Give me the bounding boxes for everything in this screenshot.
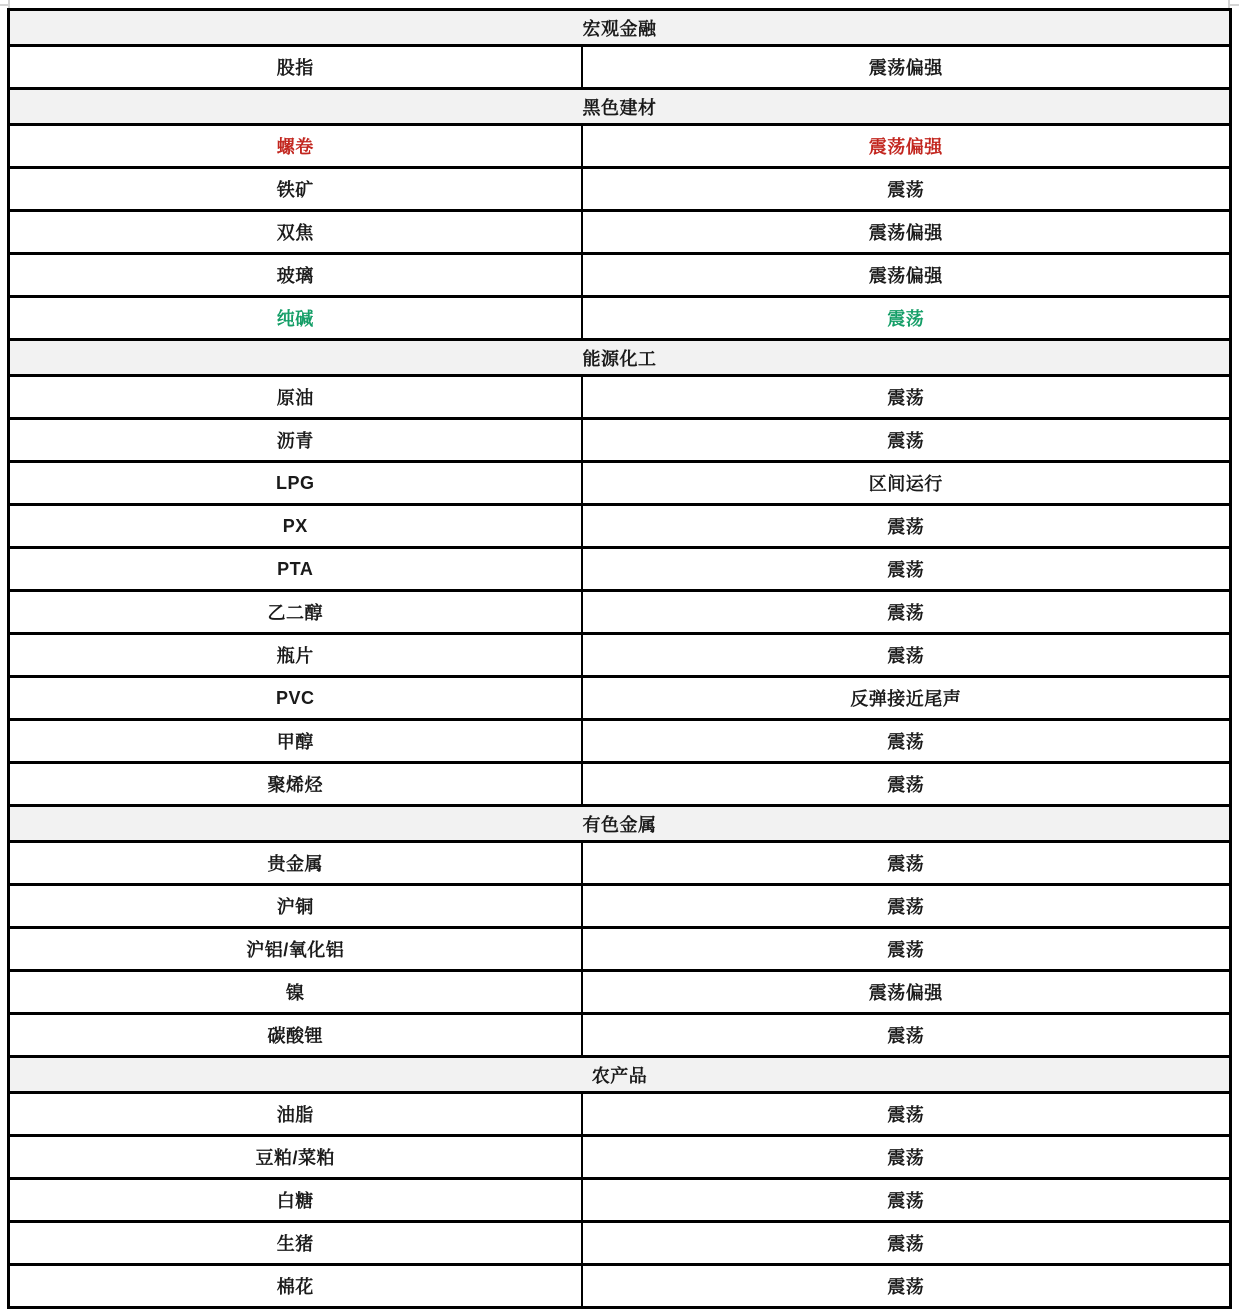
- section-header-row: [9, 10, 1231, 46]
- commodity-name: 沪铝/氧化铝: [9, 928, 582, 971]
- commodity-name: 油脂: [9, 1093, 582, 1136]
- commodity-name: 股指: [9, 46, 582, 89]
- outlook-value: 震荡: [582, 376, 1231, 419]
- commodity-name: PTA: [9, 548, 582, 591]
- table-row: [9, 928, 1231, 971]
- table-row: [9, 1222, 1231, 1265]
- section-title: 有色金属: [9, 806, 1231, 842]
- table-row: [9, 419, 1231, 462]
- outlook-value: 震荡: [582, 1222, 1231, 1265]
- crop-mark-top-right-h: [1230, 4, 1239, 6]
- commodity-name: 双焦: [9, 211, 582, 254]
- outlook-value: 震荡: [582, 1136, 1231, 1179]
- commodity-name: 甲醇: [9, 720, 582, 763]
- commodity-name: 豆粕/菜粕: [9, 1136, 582, 1179]
- outlook-value: 震荡: [582, 1179, 1231, 1222]
- outlook-value: 震荡: [582, 297, 1231, 340]
- commodity-name: 铁矿: [9, 168, 582, 211]
- outlook-value: 震荡: [582, 548, 1231, 591]
- table-row: [9, 1136, 1231, 1179]
- table-body: [9, 10, 1231, 1308]
- table-row: [9, 297, 1231, 340]
- commodity-name: PX: [9, 505, 582, 548]
- commodity-name: 原油: [9, 376, 582, 419]
- table-row: [9, 634, 1231, 677]
- commodity-name: 螺卷: [9, 125, 582, 168]
- commodity-name: 纯碱: [9, 297, 582, 340]
- table-row: [9, 763, 1231, 806]
- outlook-value: 震荡偏强: [582, 971, 1231, 1014]
- section-header-row: [9, 89, 1231, 125]
- table-row: [9, 376, 1231, 419]
- outlook-value: 震荡: [582, 928, 1231, 971]
- outlook-value: 震荡偏强: [582, 211, 1231, 254]
- outlook-value: 震荡: [582, 1265, 1231, 1308]
- outlook-value: 震荡: [582, 1093, 1231, 1136]
- table-row: [9, 254, 1231, 297]
- commodity-name: 乙二醇: [9, 591, 582, 634]
- outlook-value: 震荡: [582, 1014, 1231, 1057]
- commodity-name: 生猪: [9, 1222, 582, 1265]
- section-header-row: [9, 806, 1231, 842]
- section-title: 能源化工: [9, 340, 1231, 376]
- table-row: [9, 885, 1231, 928]
- outlook-value: 震荡: [582, 419, 1231, 462]
- commodity-name: 白糖: [9, 1179, 582, 1222]
- outlook-value: 震荡: [582, 634, 1231, 677]
- section-title: 宏观金融: [9, 10, 1231, 46]
- commodity-name: 聚烯烃: [9, 763, 582, 806]
- outlook-value: 震荡: [582, 505, 1231, 548]
- table-row: [9, 168, 1231, 211]
- table-row: [9, 125, 1231, 168]
- crop-mark-top-left-v: [8, 0, 10, 8]
- commodity-outlook-table: [7, 8, 1232, 1309]
- commodity-name: 玻璃: [9, 254, 582, 297]
- commodity-name: 沥青: [9, 419, 582, 462]
- table-row: [9, 46, 1231, 89]
- commodity-name: 碳酸锂: [9, 1014, 582, 1057]
- table-row: [9, 548, 1231, 591]
- crop-mark-top-left-h: [0, 4, 8, 6]
- table-row: [9, 971, 1231, 1014]
- outlook-value: 震荡: [582, 842, 1231, 885]
- section-header-row: [9, 340, 1231, 376]
- outlook-value: 反弹接近尾声: [582, 677, 1231, 720]
- table-row: [9, 591, 1231, 634]
- section-title: 黑色建材: [9, 89, 1231, 125]
- section-header-row: [9, 1057, 1231, 1093]
- commodity-name: PVC: [9, 677, 582, 720]
- table-row: [9, 720, 1231, 763]
- table-row: [9, 1093, 1231, 1136]
- commodity-name: LPG: [9, 462, 582, 505]
- outlook-value: 震荡偏强: [582, 125, 1231, 168]
- commodity-name: 贵金属: [9, 842, 582, 885]
- outlook-value: 震荡: [582, 720, 1231, 763]
- outlook-value: 震荡: [582, 763, 1231, 806]
- section-title: 农产品: [9, 1057, 1231, 1093]
- table-row: [9, 505, 1231, 548]
- table-row: [9, 842, 1231, 885]
- commodity-name: 镍: [9, 971, 582, 1014]
- outlook-value: 震荡偏强: [582, 46, 1231, 89]
- commodity-name: 瓶片: [9, 634, 582, 677]
- commodity-name: 沪铜: [9, 885, 582, 928]
- table-row: [9, 677, 1231, 720]
- outlook-value: 震荡: [582, 591, 1231, 634]
- table-row: [9, 1179, 1231, 1222]
- table-row: [9, 462, 1231, 505]
- table-row: [9, 211, 1231, 254]
- outlook-value: 震荡: [582, 168, 1231, 211]
- commodity-name: 棉花: [9, 1265, 582, 1308]
- table-row: [9, 1265, 1231, 1308]
- outlook-value: 震荡偏强: [582, 254, 1231, 297]
- outlook-value: 震荡: [582, 885, 1231, 928]
- table-row: [9, 1014, 1231, 1057]
- outlook-value: 区间运行: [582, 462, 1231, 505]
